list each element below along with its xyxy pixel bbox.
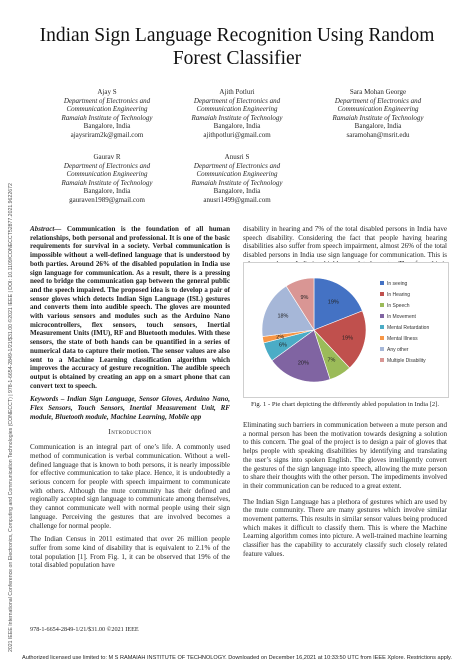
- right-column-bottom: [243, 421, 447, 564]
- author-name: Sara Mohan George: [349, 88, 407, 96]
- section-heading-introduction: Introduction: [108, 427, 152, 437]
- pie-chart-svg: [244, 263, 448, 397]
- author-block: [177, 88, 297, 140]
- author-dept: Department of Electronics and: [63, 161, 151, 170]
- legend-swatch: [380, 325, 384, 329]
- author-institute: Ramaiah Institute of Technology: [332, 113, 424, 122]
- author-dept: Department of Electronics and: [193, 96, 281, 105]
- legend-swatch: [380, 347, 384, 351]
- legend-label: In Movement: [387, 314, 416, 320]
- author-dept: Communication Engineering: [196, 170, 278, 179]
- pie-value-label: 18%: [277, 313, 289, 320]
- right-paragraph-3: The Indian Sign Language has a plethora of gestures which are used by the mute community. There are many gestures which involve similar movement patterns. This results in similar sensor values being produced which makes it difficult to classify them. This is where the Machine Learning algorithm comes into picture. A well-trained machine learning classifier has the capability to accurately classify such closely related feature values.: [243, 497, 447, 558]
- legend-label: In seeing: [387, 281, 408, 287]
- author-institute: Ramaiah Institute of Technology: [61, 178, 153, 187]
- side-doi-strip: [2, 92, 14, 652]
- footer-copyright: 978-1-6654-2849-1/21/$31.00 ©2021 IEEE: [30, 626, 139, 633]
- legend-label: In Speech: [387, 303, 410, 309]
- legend-swatch: [380, 314, 384, 318]
- abstract-label: Abstract—: [30, 225, 62, 233]
- pie-value-label: 19%: [341, 335, 354, 342]
- author-city: Bangalore, India: [213, 187, 261, 196]
- author-email[interactable]: gauraven1989@gmail.com: [69, 195, 145, 204]
- legend-label: Any other: [387, 347, 409, 353]
- left-column: [30, 225, 230, 575]
- pie-value-label: 19%: [327, 299, 339, 306]
- author-block: [47, 88, 167, 140]
- author-institute: Ramaiah Institute of Technology: [191, 113, 283, 122]
- pie-value-label: 20%: [297, 360, 309, 367]
- author-dept: Communication Engineering: [66, 170, 148, 179]
- legend-label: Mental Illness: [387, 336, 418, 342]
- author-block: [318, 88, 438, 140]
- paper-title: [30, 24, 444, 70]
- title-line-1: Indian Sign Language Recognition Using Random: [39, 25, 435, 46]
- author-dept: Communication Engineering: [196, 105, 278, 114]
- pie-value-label: 9%: [300, 295, 309, 302]
- footer-license: Authorized licensed use limited to: M S RAMAIAH INSTITUTE OF TECHNOLOGY. Downloaded on December 16,2021 at 10:33:50 UTC from IEEE Xplore. Restrictions apply.: [22, 655, 452, 661]
- author-email[interactable]: ajaysriram2k@gmail.com: [70, 130, 144, 139]
- author-block: [47, 153, 167, 205]
- author-email[interactable]: saramohan@msrit.edu: [346, 130, 410, 139]
- legend-swatch: [380, 303, 384, 307]
- figure-1-caption: Fig. 1 - Pie chart depicting the differently abled population in India [2].: [250, 401, 440, 408]
- author-dept: Department of Electronics and: [334, 96, 422, 105]
- author-name: Anusri S: [224, 153, 250, 161]
- author-institute: Ramaiah Institute of Technology: [61, 113, 153, 122]
- legend-swatch: [380, 358, 384, 362]
- legend-label: Mental Retardation: [387, 325, 430, 331]
- legend-label: Multiple Disability: [387, 358, 426, 364]
- author-city: Bangalore, India: [83, 122, 131, 131]
- author-dept: Communication Engineering: [66, 105, 148, 114]
- author-dept: Department of Electronics and: [63, 96, 151, 105]
- author-city: Bangalore, India: [354, 122, 402, 131]
- author-dept: Communication Engineering: [337, 105, 419, 114]
- abstract: [30, 225, 230, 390]
- pie-value-label: 6%: [278, 342, 287, 349]
- author-name: Ajith Potluri: [219, 88, 255, 96]
- legend-swatch: [380, 292, 384, 296]
- keywords-body: Indian Sign Language, Sensor Gloves, Arduino Nano, Flex Sensors, Touch Sensors, Inertial Measurement Unit, RF module, Bluetooth module, Machine Learning, Mobile app: [30, 395, 230, 421]
- author-name: Gaurav R: [93, 153, 121, 161]
- side-doi-text: 2021 IEEE International Conference on Electronics, Computing and Communication Technologies (CONECCT) | 978-1-6654-2849-1/21/$31.00 ©2021 IEEE | DOI: 10.1109/CONECCT52877.2021.9622672: [8, 183, 14, 652]
- author-dept: Department of Electronics and: [193, 161, 281, 170]
- keywords-label: Keywords –: [30, 395, 67, 404]
- author-city: Bangalore, India: [83, 187, 131, 196]
- pie-value-label: 2%: [276, 334, 285, 341]
- keywords: [30, 395, 230, 421]
- legend-swatch: [380, 281, 384, 285]
- intro-paragraph-2: The Indian Census in 2011 estimated that over 26 million people suffer from some kind of disability that is equivalent to 2.1% of the total population [1]. From Fig. 1, it can be observed that 19% of the total disabled population have: [30, 535, 230, 570]
- title-line-2: Forest Classifier: [172, 48, 302, 69]
- right-paragraph-2: Eliminating such barriers in communication between a mute person and a normal person has been the motivation towards designing a solution to this concern. The goal of the project is to design a pair of gloves that helps people with speaking disabilities by identifying and translating the user’s signs into spoken English. The gloves intelligently convert the gestures of the sign language into speech, allowing the mute person to share their thoughts with the other person. The impediments involved in their communication can be reduced to a great extent.: [243, 421, 447, 490]
- author-institute: Ramaiah Institute of Technology: [191, 178, 283, 187]
- author-email[interactable]: ajithpotluri@gmail.com: [203, 130, 271, 139]
- figure-1-chart: [243, 262, 449, 398]
- pie-value-label: 7%: [327, 357, 336, 364]
- author-email[interactable]: anusri1499@gmail.com: [203, 195, 271, 204]
- legend-swatch: [380, 336, 384, 340]
- intro-paragraph-1: Communication is an integral part of one’s life. A commonly used method of communication is verbal communication. Without a well-defined language that is known to both persons, it is nearly impossible for effective communication to take place. Hence, it is undoubtedly a serious concern for people with speech impairment to communicate with others. Although the mute community has their defined and regionally accepted sign language to communicate among themselves, they cannot communicate well with normal people using their sign language. Perceiving the gestures that are involved becomes a challenge for normal people.: [30, 443, 230, 530]
- right-paragraph-1: disability in hearing and 7% of the total disabled persons in India have speech disability. Considering the fact that people having hearing disabilities also suffer from speech impairment, almost 26% of the total disabled persons in India use sign language for communication. This is: [243, 225, 447, 260]
- author-name: Ajay S: [97, 88, 117, 96]
- abstract-body: Communication is the foundation of all human relationships, both personal and professional. It is one of the basic requirements for survival in a society. Verbal communication is impossible without a well-defined language that is understood by both parties. Around 26% of the disabled population in India use sign language for communication. As a result, there is a pressing need to bridge the communication gap between the general public and the speech impaired. The proposed idea is to develop a pair of sensor gloves which detects Indian Sign Language (ISL) gestures and converts them into audible speech. The gloves are mounted with various sensors and modules such as the Arduino Nano microcontrollers, flex sensors, touch sensors, Inertial Measurement Units (IMU), RF and Bluetooth modules. With these sensors, the state of both hands can be quantified in a series of numerical data to capture their motion. The sensor values are also sent to a Machine Learning classification algorithm which improves the accuracy of gesture recognition. The audible speech output is obtained by creating an app on a smart phone that can convert text to speech.: [30, 225, 230, 390]
- legend-label: In Hearing: [387, 292, 411, 298]
- author-city: Bangalore, India: [213, 122, 261, 131]
- author-block: [177, 153, 297, 205]
